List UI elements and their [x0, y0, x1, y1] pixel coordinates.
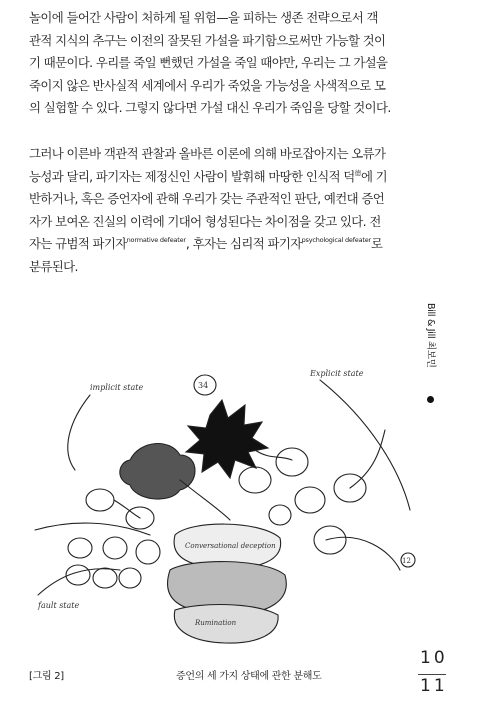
state-label: fault state — [38, 601, 80, 610]
text-line: 죽이지 않은 반사실적 세계에서 우리가 죽었을 가능성을 사색적으로 모 — [29, 77, 386, 93]
text-line-segment: 로 — [370, 236, 383, 252]
text-line-segment: 자는 규범적 파기자 — [29, 236, 127, 252]
number-label: 34 — [198, 381, 209, 390]
bubble-node — [68, 538, 92, 558]
state-boundary — [320, 380, 410, 510]
text-line: 그러나 이른바 객관적 관찰과 올바른 이론에 의해 바로잡아지는 오류가 — [29, 146, 386, 161]
text-line: 관적 지식의 추구는 이전의 잘못된 가설을 파기함으로써만 가능할 것이 — [29, 32, 386, 48]
bubble-node — [136, 540, 160, 564]
text-line: 의 실험할 수 있다. 그렇지 않다면 가설 대신 우리가 죽임을 당할 것이다. — [29, 100, 391, 116]
text-line: 놀이에 들어간 사람이 처하게 될 위험—을 피하는 생존 전략으로서 객 — [29, 10, 378, 25]
state-boundary — [35, 523, 150, 535]
central-core-shape — [186, 400, 268, 478]
connector-line — [326, 537, 400, 570]
folio-divider — [418, 674, 446, 675]
layer-label: Rumination — [195, 619, 237, 627]
connector-line — [180, 480, 230, 520]
text-line: 기 때문이다. 우리를 죽일 뻔했던 가설을 죽일 때야만, 우리는 그 가설을 — [29, 55, 388, 71]
state-boundary — [68, 395, 90, 470]
bubble-node — [239, 467, 271, 493]
state-label: Explicit state — [310, 369, 364, 378]
text-line-segment: , 후자는 심리적 파기자 — [185, 236, 302, 252]
bubble-node — [119, 568, 141, 588]
bubble-node — [93, 568, 117, 588]
text-line — [29, 233, 411, 256]
hand-drawn-diagram — [30, 360, 430, 650]
bubble-node — [295, 487, 325, 513]
state-boundary — [38, 569, 120, 595]
page-number-left: 10 — [420, 648, 448, 668]
running-header-text: Bill & Jill 최보민 — [425, 303, 436, 368]
text-line: 반하거나, 혹은 증언자에 관해 우리가 갖는 주관적인 판단, 예컨대 증언 — [29, 191, 385, 207]
english-annotation: normative defeater — [126, 236, 186, 245]
bubble-node — [86, 489, 114, 511]
bubble-node — [276, 448, 308, 476]
bubble-node — [269, 505, 291, 525]
paragraph-1 — [29, 7, 411, 120]
text-line — [29, 166, 411, 189]
connector-line — [350, 430, 385, 488]
bubble-node — [103, 537, 127, 559]
paragraph-2 — [29, 143, 411, 279]
text-line-segment: 에 기 — [360, 168, 388, 184]
text-line-segment: 능성과 달리, 파기자는 제정신인 사람이 발휘해 마땅한 인식적 덕 — [29, 168, 355, 184]
page-number-right: 11 — [420, 676, 448, 696]
figure-caption: 증언의 세 가지 상태에 관한 분해도 — [176, 671, 322, 682]
layer-label: Conversational deception — [185, 542, 276, 550]
number-label: 12 — [402, 557, 411, 565]
hanja-annotation: 德 — [354, 168, 361, 177]
bubble-node — [314, 526, 346, 554]
cloud-shape — [120, 444, 195, 500]
text-line: 자가 보여온 진실의 이력에 기대어 형성된다는 차이점을 갖고 있다. 전 — [29, 213, 381, 229]
english-annotation: psychological defeater — [301, 236, 371, 245]
state-label: implicit state — [90, 383, 144, 392]
connector-line — [255, 450, 292, 460]
connector-line — [114, 500, 140, 518]
figure-label: [그림 2] — [29, 671, 64, 682]
text-line: 분류된다. — [29, 258, 78, 274]
